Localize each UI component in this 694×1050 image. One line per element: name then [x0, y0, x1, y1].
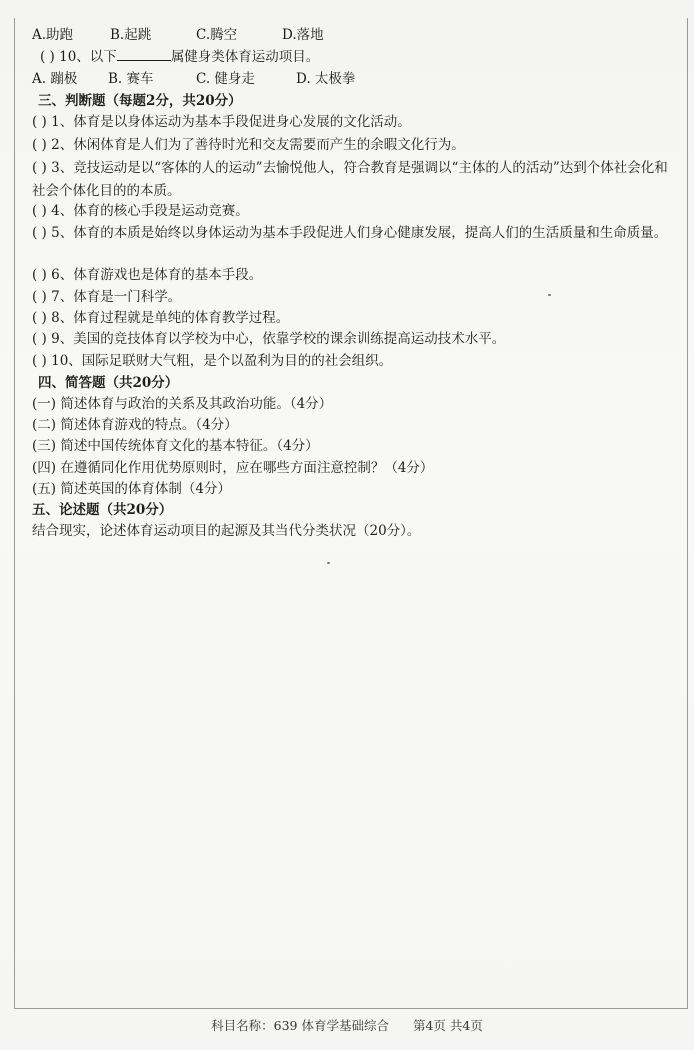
judgment-item: ( ) 7、体育是一门科学。	[32, 289, 182, 305]
essay-item: 结合现实，论述体育运动项目的起源及其当代分类状况（20分）。	[32, 523, 421, 539]
question-10	[40, 48, 319, 66]
option-d: D. 太极拳	[296, 71, 356, 87]
short-answer-item: (四) 在遵循同化作用优势原则时，应在哪些方面注意控制？（4分）	[32, 460, 434, 476]
question-prefix: 10、以下	[59, 49, 117, 65]
option-a: A. 蹦极	[32, 71, 78, 87]
scan-speck	[548, 294, 551, 296]
section-5-heading: 五、论述题（共20分）	[32, 502, 173, 518]
judgment-item: ( ) 4、体育的核心手段是运动竞赛。	[32, 203, 249, 219]
scan-speck	[327, 562, 330, 564]
question-10-options	[32, 70, 355, 88]
judgment-item: ( ) 5、体育的本质是始终以身体运动为基本手段促进人们身心健康发展，提高人们的生活质量和生命质量。	[32, 225, 668, 241]
short-answer-item: (二) 简述体育游戏的特点。（4分）	[32, 417, 238, 433]
section-3-heading: 三、判断题（每题2分，共20分）	[38, 93, 242, 109]
judgment-item: ( ) 8、体育过程就是单纯的体育教学过程。	[32, 310, 290, 326]
option-c: C. 健身走	[196, 71, 255, 87]
judgment-item: ( ) 1、体育是以身体运动为基本手段促进身心发展的文化活动。	[32, 114, 411, 130]
option-c: C.腾空	[196, 27, 238, 43]
footer-page-number: 第4页 共4页	[412, 1018, 483, 1033]
short-answer-item: (三) 简述中国传统体育文化的基本特征。（4分）	[32, 438, 319, 454]
question-suffix: 属健身类体育运动项目。	[170, 49, 320, 65]
prev-question-options	[32, 26, 324, 44]
answer-paren: ( )	[40, 49, 55, 65]
footer-subject: 科目名称：639 体育学基础综合	[211, 1018, 389, 1033]
option-a: A.助跑	[32, 27, 74, 43]
judgment-item: ( ) 6、体育游戏也是体育的基本手段。	[32, 267, 263, 283]
page-footer	[0, 1016, 694, 1034]
judgment-item: ( ) 9、美国的竞技体育以学校为中心，依靠学校的课余训练提高运动技术水平。	[32, 331, 506, 347]
option-b: B. 赛车	[108, 71, 154, 87]
judgment-item: ( ) 2、休闲体育是人们为了善待时光和交友需要而产生的余暇文化行为。	[32, 137, 465, 153]
section-4-heading: 四、简答题（共20分）	[38, 375, 179, 391]
option-d: D.落地	[282, 27, 324, 43]
option-b: B.起跳	[110, 27, 152, 43]
judgment-item: ( ) 3、竞技运动是以“客体的人的运动”去愉悦他人，符合教育是强调以“主体的人的活动”达到个体社会化和社会个体化目的的本质。	[32, 160, 668, 199]
short-answer-item: (一) 简述体育与政治的关系及其政治功能。（4分）	[32, 396, 333, 412]
short-answer-item: (五) 简述英国的体育体制（4分）	[32, 481, 231, 497]
judgment-item: ( ) 10、国际足联财大气粗，是个以盈利为目的的社会组织。	[32, 353, 393, 369]
fill-blank	[117, 48, 171, 61]
